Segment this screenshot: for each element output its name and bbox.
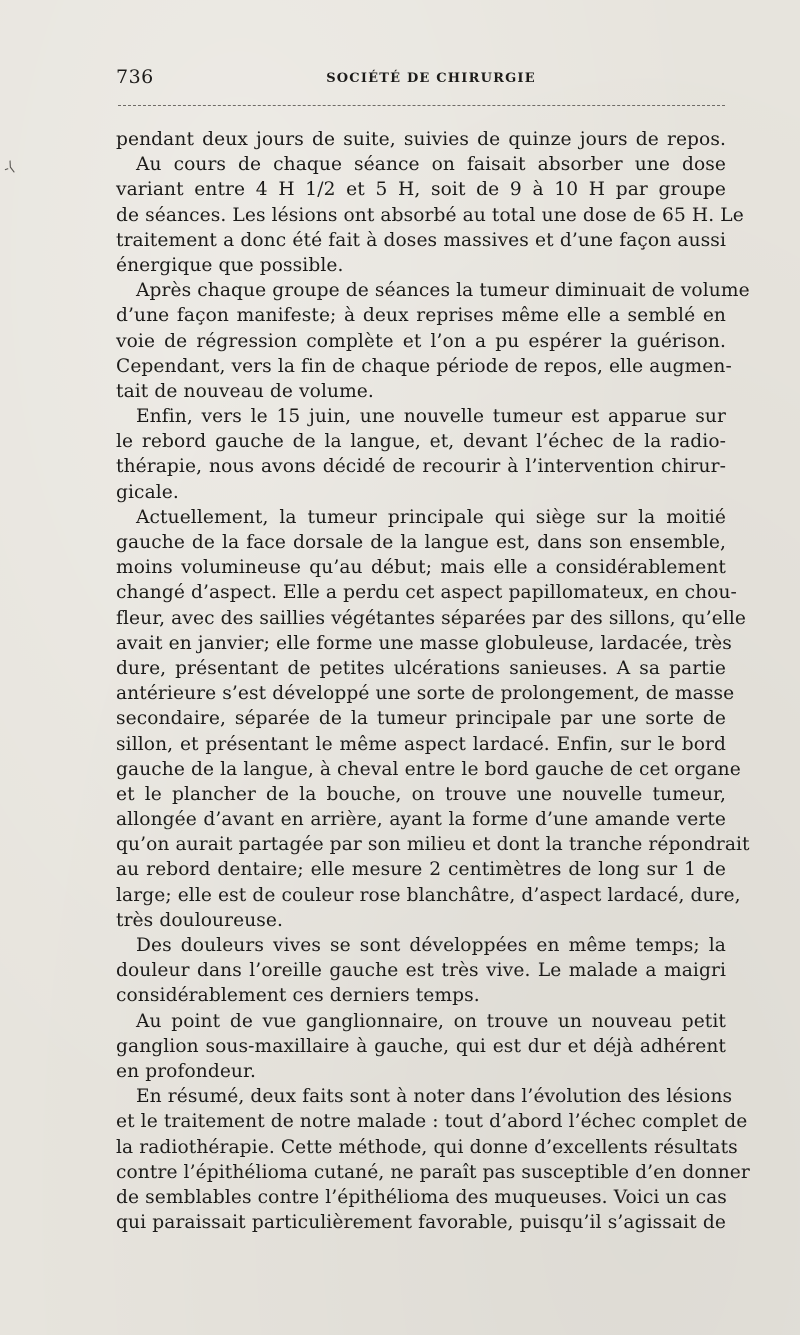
- text-line: énergique que possible.: [116, 254, 344, 276]
- text-line: de séances. Les lésions ont absorbé au total une dose de 65 H. Le: [116, 204, 744, 226]
- text-line: pendant deux jours de suite, suivies de quinze jours de repos.: [116, 129, 726, 150]
- text-line: gauche de la face dorsale de la langue est, dans son ensemble,: [116, 532, 726, 553]
- text-line: considérablement ces derniers temps.: [116, 985, 480, 1007]
- text-line: de semblables contre l’épithélioma des muqueuses. Voici un cas: [116, 1186, 727, 1208]
- text-line: douleur dans l’oreille gauche est très vive. Le malade a maigri: [116, 960, 726, 982]
- text-line: d’une façon manifeste; à deux reprises même elle a semblé en: [116, 305, 726, 327]
- text-line: qu’on aurait partagée par son milieu et dont la tranche répondrait: [116, 834, 750, 856]
- text-line: large; elle est de couleur rose blanchâtre, d’aspect lardacé, dure,: [116, 884, 741, 906]
- text-line: gicale.: [116, 481, 179, 503]
- body-text: [116, 127, 750, 1235]
- text-line: et le plancher de la bouche, on trouve une nouvelle tumeur,: [116, 783, 726, 805]
- text-line: au rebord dentaire; elle mesure 2 centimètres de long sur 1 de: [116, 859, 726, 881]
- text-line: Au point de vue ganglionnaire, on trouve un nouveau petit: [136, 1010, 726, 1032]
- running-head: SOCIÉTÉ DE CHIRURGIE: [326, 71, 536, 86]
- text-line: voie de régression complète et l’on a pu espérer la guérison.: [116, 330, 726, 352]
- text-line: dure, présentant de petites ulcérations sanieuses. A sa partie: [116, 657, 726, 679]
- text-line: avait en janvier; elle forme une masse globuleuse, lardacée, très: [116, 632, 732, 654]
- text-line: gauche de la langue, à cheval entre le bord gauche de cet organe: [116, 758, 741, 780]
- text-line: Au cours de chaque séance on faisait absorber une dose: [136, 154, 726, 176]
- text-line: moins volumineuse qu’au début; mais elle a considérablement: [116, 557, 726, 579]
- text-line: En résumé, deux faits sont à noter dans l’évolution des lésions: [136, 1086, 733, 1108]
- text-line: qui paraissait particulièrement favorable, puisqu’il s’agissait de: [116, 1212, 726, 1234]
- text-line: la radiothérapie. Cette méthode, qui donne d’excellents résultats: [116, 1136, 738, 1158]
- text-line: Actuellement, la tumeur principale qui siège sur la moitié: [136, 506, 726, 528]
- text-line: allongée d’avant en arrière, ayant la forme d’une amande verte: [116, 809, 726, 831]
- text-line: Après chaque groupe de séances la tumeur diminuait de volume: [136, 280, 750, 302]
- text-line: très douloureuse.: [116, 909, 284, 931]
- text-line: Des douleurs vives se sont développées en même temps; la: [136, 935, 726, 956]
- text-line: variant entre 4 H 1/2 et 5 H, soit de 9 à 10 H par groupe: [116, 179, 726, 201]
- text-line: fleur, avec des saillies végétantes séparées par des sillons, qu’elle: [116, 607, 747, 629]
- text-line: le rebord gauche de la langue, et, devant l’échec de la radio-: [116, 431, 726, 453]
- text-line: changé d’aspect. Elle a perdu cet aspect papillomateux, en chou-: [116, 582, 737, 604]
- header-rule: [118, 105, 725, 106]
- text-line: traitement a donc été fait à doses massives et d’une façon aussi: [116, 229, 726, 251]
- text-line: thérapie, nous avons décidé de recourir à l’intervention chirur-: [116, 456, 726, 478]
- text-line: tait de nouveau de volume.: [116, 380, 374, 402]
- text-line: Enfin, vers le 15 juin, une nouvelle tumeur est apparue sur: [136, 406, 726, 428]
- text-line: Cependant, vers la fin de chaque période de repos, elle augmen-: [116, 355, 732, 377]
- page-header: [116, 66, 726, 96]
- margin-mark: -⟨: [1, 158, 17, 178]
- text-line: secondaire, séparée de la tumeur principale par une sorte de: [116, 708, 726, 730]
- text-line: antérieure s’est développé une sorte de prolongement, de masse: [116, 683, 735, 705]
- text-line: contre l’épithélioma cutané, ne paraît pas susceptible d’en donner: [116, 1161, 750, 1183]
- text-line: et le traitement de notre malade : tout d’abord l’échec complet de: [116, 1111, 748, 1133]
- page-number: 736: [116, 66, 154, 88]
- text-line: sillon, et présentant le même aspect lardacé. Enfin, sur le bord: [116, 733, 726, 755]
- text-line: ganglion sous-maxillaire à gauche, qui est dur et déjà adhérent: [116, 1035, 726, 1057]
- text-line: en profondeur.: [116, 1060, 256, 1082]
